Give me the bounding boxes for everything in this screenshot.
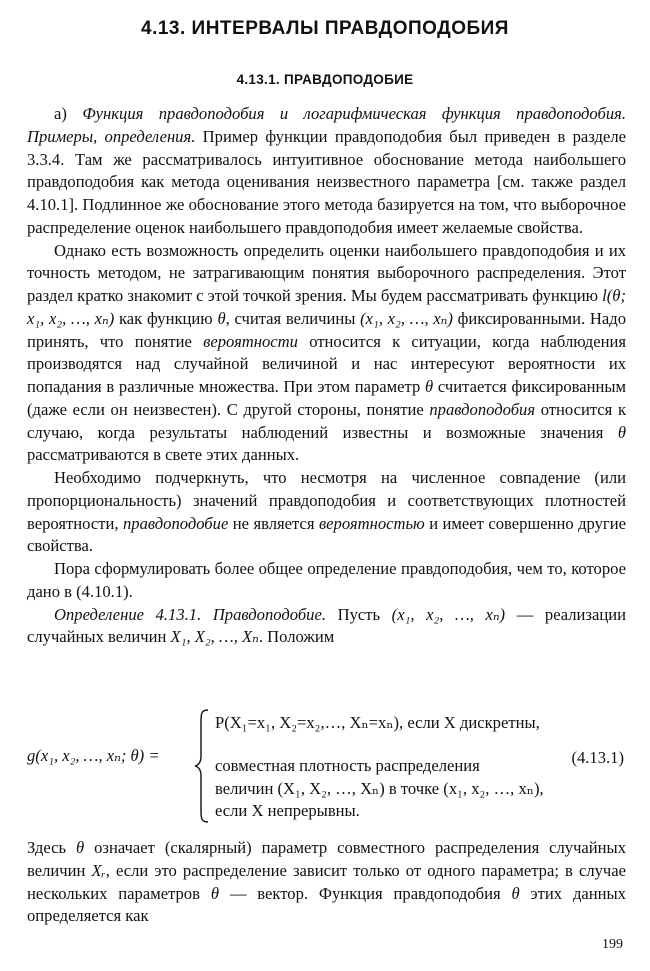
text-run: Необходимо подчеркнуть, что несмотря на численное совпадение (или пропорциональность) значений правдоподобия и соответствующих плотностей вероятности, [27, 468, 626, 533]
text-run: считается фиксированным (даже если он неизвестен). С другой стороны, понятие [27, 377, 627, 419]
text-run: рассматриваются в свете этих данных. [27, 445, 300, 465]
text-run: Пора сформулировать более общее определение правдоподобия, чем то, которое дано в (4.10.1). [27, 559, 626, 601]
theta-symbol: θ [217, 308, 226, 328]
left-brace-icon [194, 708, 210, 824]
text-run: — вектор. Функция правдоподобия [229, 883, 501, 903]
text-run: фиксированными. Надо принять, что понятие [27, 308, 627, 351]
paragraph-likelihood-concept [27, 240, 626, 468]
section-title: 4.13. ИНТЕРВАЛЫ ПРАВДОПОДОБИЯ [141, 18, 509, 39]
theta-symbol: θ [617, 422, 626, 442]
text-run: Здесь [27, 838, 67, 857]
formula-4-13-1 [27, 708, 626, 826]
text-run: как функцию [119, 308, 213, 328]
paragraph-definition-4-13-1 [27, 604, 626, 650]
text-run: — реализации случайных величин [27, 604, 626, 647]
equation-number: (4.13.1) [571, 748, 624, 767]
list-label: а) [54, 104, 67, 123]
emphasis: правдоподобие [122, 513, 229, 533]
text-run: и имеет совершенно другие свойства. [27, 513, 626, 556]
theta-symbol: θ [425, 377, 434, 396]
paragraph-general-definition [27, 558, 626, 604]
emphasis: правдоподобия [429, 399, 536, 419]
formula-inline: (x₁, x₂, …, xₙ) [391, 604, 506, 624]
emphasis: вероятностью [318, 513, 425, 533]
paragraph-theta-explanation [27, 837, 626, 928]
text-run: относится к случаю, когда результаты наблюдений известны и возможные значения [27, 399, 627, 442]
paragraph-emphasis [27, 467, 626, 558]
formula-case-continuous-line3: если X непрерывны. [215, 801, 360, 820]
emphasis: вероятности [203, 331, 298, 351]
body-text-block-1 [27, 103, 626, 649]
text-run: Однако есть возможность определить оценки наибольшего правдоподобия и их точность методом, не затрагивающим понятия выборочного распределения. Этот раздел кратко знакомит с этой точкой зрения. Мы будем рассматривать функцию [27, 240, 626, 305]
page-number: 199 [602, 937, 623, 952]
italic-lead: Функция правдоподобия и логарифмическая функция правдоподобия. Примеры, определения. [27, 104, 627, 146]
formula-inline: (x₁, x₂, …, xₙ) [360, 308, 453, 328]
formula-inline: X₁, X₂, …, Xₙ [170, 627, 259, 647]
formula-inline: Xᵣ [91, 860, 106, 880]
paragraph-text: Пример функции правдоподобия был приведен в разделе 3.3.4. Там же рассматривалось интуитивное обоснование метода наибольшего правдоподобия как метода оценивания неизвестного параметра [см. также раздел 4.10.1]. Подлинное же обоснование этого метода базируется на том, что выборочное распределение оценок наибольшего правдоподобия имеет желаемые свойства. [27, 126, 626, 237]
text-run: означает (скалярный) параметр совместного распределения случайных величин [27, 838, 627, 880]
formula-case-continuous-line1: совместная плотность распределения [215, 756, 480, 775]
formula-lhs: g(x₁, x₂, …, xₙ; θ) = [27, 746, 160, 765]
text-run: этих данных определяется как [27, 883, 626, 926]
theta-symbol: θ [210, 883, 219, 903]
body-text-block-2 [27, 837, 626, 928]
formula-inline: l(θ; x₁, x₂, …, xₙ) [27, 286, 626, 328]
theta-symbol: θ [76, 838, 85, 857]
formula-case-discrete: P(X₁=x₁, X₂=x₂,…, Xₙ=xₙ), если X дискретны, [215, 713, 540, 732]
text-run: , считая величины [225, 308, 356, 328]
definition-label: Определение 4.13.1. Правдоподобие. [54, 604, 326, 624]
text-run: Пусть [337, 604, 381, 624]
text-run: . Положим [258, 627, 335, 647]
text-run: , если это распределение зависит только от одного параметра; в случае нескольких параметров [27, 860, 626, 903]
paragraph-definition-intro [27, 103, 626, 240]
text-run: не является [232, 513, 315, 533]
formula-case-continuous-line2: величин (X₁, X₂, …, Xₙ) в точке (x₁, x₂, …, xₙ), [215, 779, 544, 798]
theta-symbol: θ [511, 883, 520, 903]
subsection-title: 4.13.1. ПРАВДОПОДОБИЕ [236, 72, 414, 87]
text-run: относится к ситуации, когда наблюдения производятся над случайной величиной и нас интересуют вероятности их попадания в различные множества. При этом параметр [27, 331, 626, 396]
